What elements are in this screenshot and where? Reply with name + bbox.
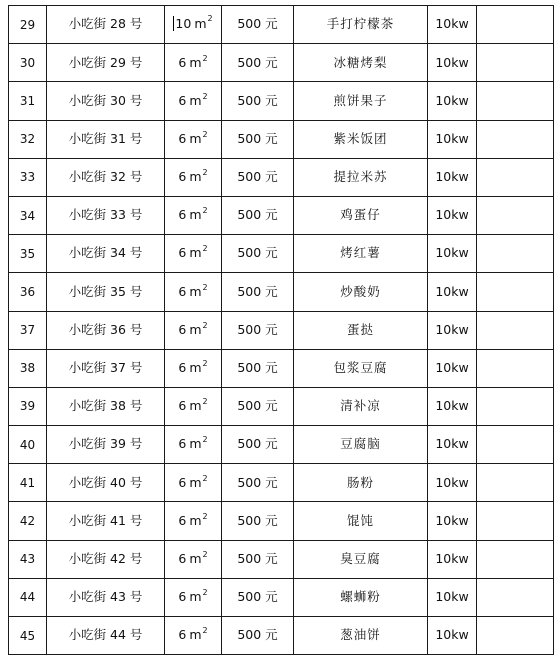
table-row	[9, 235, 554, 273]
power-cell[interactable]: 10kw	[428, 387, 477, 425]
food-item-cell[interactable]: 炒酸奶	[294, 273, 428, 311]
stall-name-cell[interactable]: 小吃街 32 号	[47, 158, 165, 196]
area-cell[interactable]	[165, 44, 222, 82]
stall-name-cell[interactable]: 小吃街 40 号	[47, 464, 165, 502]
area-value: 6	[178, 92, 187, 108]
table-row	[9, 502, 554, 540]
row-number-cell[interactable]: 40	[9, 426, 47, 464]
food-item-cell[interactable]: 臭豆腐	[294, 540, 428, 578]
rent-cell[interactable]: 500 元	[222, 120, 294, 158]
table-row	[9, 196, 554, 234]
stall-name-cell[interactable]: 小吃街 42 号	[47, 540, 165, 578]
area-unit: m	[189, 54, 202, 70]
area-cell[interactable]	[165, 6, 222, 44]
table-row	[9, 464, 554, 502]
area-value: 6	[178, 512, 187, 528]
row-number-cell[interactable]: 42	[9, 502, 47, 540]
food-item-cell[interactable]: 烤红薯	[294, 235, 428, 273]
table-row	[9, 44, 554, 82]
area-unit-exponent: 2	[202, 282, 208, 292]
area-unit-exponent: 2	[202, 244, 208, 254]
area-unit: m	[194, 16, 207, 32]
area-unit-exponent: 2	[202, 511, 208, 521]
area-value: 6	[178, 130, 187, 146]
power-cell[interactable]: 10kw	[428, 6, 477, 44]
area-unit-exponent: 2	[202, 397, 208, 407]
row-number-cell[interactable]: 39	[9, 387, 47, 425]
table-row	[9, 311, 554, 349]
rent-cell[interactable]: 500 元	[222, 617, 294, 655]
empty-cell[interactable]	[477, 578, 554, 616]
row-number-cell[interactable]: 32	[9, 120, 47, 158]
area-cell[interactable]	[165, 617, 222, 655]
row-number-cell[interactable]: 29	[9, 6, 47, 44]
stall-name-cell[interactable]: 小吃街 35 号	[47, 273, 165, 311]
power-cell[interactable]: 10kw	[428, 578, 477, 616]
food-item-cell[interactable]: 蛋挞	[294, 311, 428, 349]
empty-cell[interactable]	[477, 387, 554, 425]
area-unit: m	[189, 550, 202, 566]
area-value: 6	[178, 474, 187, 490]
stall-name-cell[interactable]: 小吃街 37 号	[47, 349, 165, 387]
food-item-cell[interactable]: 螺蛳粉	[294, 578, 428, 616]
empty-cell[interactable]	[477, 311, 554, 349]
area-unit-exponent: 2	[202, 91, 208, 101]
empty-cell[interactable]	[477, 158, 554, 196]
empty-cell[interactable]	[477, 617, 554, 655]
area-cell[interactable]	[165, 120, 222, 158]
area-value: 6	[178, 589, 187, 605]
area-cell[interactable]	[165, 311, 222, 349]
row-number-cell[interactable]: 38	[9, 349, 47, 387]
row-number-cell[interactable]: 45	[9, 617, 47, 655]
rent-cell[interactable]: 500 元	[222, 273, 294, 311]
area-value: 6	[178, 360, 187, 376]
area-cell[interactable]	[165, 502, 222, 540]
row-number-cell[interactable]: 43	[9, 540, 47, 578]
stall-name-cell[interactable]: 小吃街 28 号	[47, 6, 165, 44]
food-item-cell[interactable]: 煎饼果子	[294, 82, 428, 120]
area-cell[interactable]	[165, 273, 222, 311]
row-number-cell[interactable]: 44	[9, 578, 47, 616]
area-value: 6	[178, 245, 187, 261]
row-number-cell[interactable]: 33	[9, 158, 47, 196]
area-value: 6	[178, 283, 187, 299]
food-item-cell[interactable]: 包浆豆腐	[294, 349, 428, 387]
area-cell[interactable]	[165, 349, 222, 387]
area-value: 10	[175, 16, 192, 32]
area-cell[interactable]	[165, 387, 222, 425]
stall-name-cell[interactable]: 小吃街 30 号	[47, 82, 165, 120]
area-value: 6	[178, 321, 187, 337]
area-unit-exponent: 2	[202, 206, 208, 216]
table-row	[9, 120, 554, 158]
area-value: 6	[178, 436, 187, 452]
table-row	[9, 82, 554, 120]
area-cell[interactable]	[165, 82, 222, 120]
table-row	[9, 6, 554, 44]
row-number-cell[interactable]: 36	[9, 273, 47, 311]
area-cell[interactable]	[165, 158, 222, 196]
row-number-cell[interactable]: 35	[9, 235, 47, 273]
rent-cell[interactable]: 500 元	[222, 387, 294, 425]
food-item-cell[interactable]: 清补凉	[294, 387, 428, 425]
stall-name-cell[interactable]: 小吃街 44 号	[47, 617, 165, 655]
area-cell[interactable]	[165, 426, 222, 464]
rent-cell[interactable]: 500 元	[222, 158, 294, 196]
empty-cell[interactable]	[477, 502, 554, 540]
area-unit: m	[189, 169, 202, 185]
empty-cell[interactable]	[477, 464, 554, 502]
rent-cell[interactable]: 500 元	[222, 6, 294, 44]
area-unit: m	[189, 92, 202, 108]
text-cursor	[173, 16, 174, 31]
table-row	[9, 540, 554, 578]
area-unit: m	[189, 474, 202, 490]
area-unit: m	[189, 512, 202, 528]
area-cell[interactable]	[165, 464, 222, 502]
area-unit: m	[189, 245, 202, 261]
stall-name-cell[interactable]: 小吃街 41 号	[47, 502, 165, 540]
area-unit-exponent: 2	[202, 320, 208, 330]
area-unit-exponent: 2	[202, 626, 208, 636]
stall-name-cell[interactable]: 小吃街 29 号	[47, 44, 165, 82]
area-unit-exponent: 2	[202, 549, 208, 559]
table-row	[9, 158, 554, 196]
table-row	[9, 273, 554, 311]
row-number-cell[interactable]: 41	[9, 464, 47, 502]
food-item-cell[interactable]: 紫米饭团	[294, 120, 428, 158]
area-unit: m	[189, 283, 202, 299]
rent-cell[interactable]: 500 元	[222, 196, 294, 234]
area-unit-exponent: 2	[202, 588, 208, 598]
table-row	[9, 349, 554, 387]
area-unit: m	[189, 360, 202, 376]
rent-cell[interactable]: 500 元	[222, 44, 294, 82]
rent-cell[interactable]: 500 元	[222, 578, 294, 616]
empty-cell[interactable]	[477, 82, 554, 120]
food-item-cell[interactable]: 肠粉	[294, 464, 428, 502]
rent-cell[interactable]: 500 元	[222, 82, 294, 120]
area-value: 6	[178, 398, 187, 414]
area-cell[interactable]	[165, 578, 222, 616]
area-unit: m	[189, 436, 202, 452]
table-row	[9, 578, 554, 616]
power-cell[interactable]: 10kw	[428, 311, 477, 349]
area-cell[interactable]	[165, 540, 222, 578]
area-unit-exponent: 2	[202, 473, 208, 483]
food-item-cell[interactable]: 馄饨	[294, 502, 428, 540]
rent-cell[interactable]: 500 元	[222, 235, 294, 273]
food-item-cell[interactable]: 葱油饼	[294, 617, 428, 655]
area-unit-exponent: 2	[202, 359, 208, 369]
area-unit: m	[189, 398, 202, 414]
table-row	[9, 617, 554, 655]
row-number-cell[interactable]: 34	[9, 196, 47, 234]
row-number-cell[interactable]: 31	[9, 82, 47, 120]
area-value: 6	[178, 54, 187, 70]
power-cell[interactable]: 10kw	[428, 502, 477, 540]
stall-name-cell[interactable]: 小吃街 34 号	[47, 235, 165, 273]
area-unit: m	[189, 321, 202, 337]
area-unit-exponent: 2	[202, 168, 208, 178]
rent-cell[interactable]: 500 元	[222, 349, 294, 387]
stall-table	[8, 5, 554, 655]
area-value: 6	[178, 550, 187, 566]
rent-cell[interactable]: 500 元	[222, 502, 294, 540]
row-number-cell[interactable]: 37	[9, 311, 47, 349]
empty-cell[interactable]	[477, 196, 554, 234]
power-cell[interactable]: 10kw	[428, 617, 477, 655]
power-cell[interactable]: 10kw	[428, 158, 477, 196]
food-item-cell[interactable]: 提拉米苏	[294, 158, 428, 196]
food-item-cell[interactable]: 鸡蛋仔	[294, 196, 428, 234]
area-unit-exponent: 2	[202, 53, 208, 63]
area-value: 6	[178, 207, 187, 223]
food-item-cell[interactable]: 手打柠檬茶	[294, 6, 428, 44]
empty-cell[interactable]	[477, 6, 554, 44]
area-unit: m	[189, 130, 202, 146]
stall-name-cell[interactable]: 小吃街 31 号	[47, 120, 165, 158]
area-unit-exponent: 2	[202, 129, 208, 139]
stall-name-cell[interactable]: 小吃街 36 号	[47, 311, 165, 349]
empty-cell[interactable]	[477, 235, 554, 273]
stall-name-cell[interactable]: 小吃街 33 号	[47, 196, 165, 234]
row-number-cell[interactable]: 30	[9, 44, 47, 82]
power-cell[interactable]: 10kw	[428, 196, 477, 234]
area-cell[interactable]	[165, 196, 222, 234]
empty-cell[interactable]	[477, 120, 554, 158]
area-unit: m	[189, 207, 202, 223]
food-item-cell[interactable]: 冰糖烤梨	[294, 44, 428, 82]
area-unit: m	[189, 627, 202, 643]
stall-name-cell[interactable]: 小吃街 38 号	[47, 387, 165, 425]
power-cell[interactable]: 10kw	[428, 426, 477, 464]
power-cell[interactable]: 10kw	[428, 235, 477, 273]
stall-table-body	[9, 6, 554, 655]
rent-cell[interactable]: 500 元	[222, 464, 294, 502]
power-cell[interactable]: 10kw	[428, 82, 477, 120]
rent-cell[interactable]: 500 元	[222, 426, 294, 464]
power-cell[interactable]: 10kw	[428, 44, 477, 82]
power-cell[interactable]: 10kw	[428, 349, 477, 387]
area-unit-exponent: 2	[207, 14, 213, 24]
power-cell[interactable]: 10kw	[428, 540, 477, 578]
area-value: 6	[178, 627, 187, 643]
rent-cell[interactable]: 500 元	[222, 311, 294, 349]
food-item-cell[interactable]: 豆腐脑	[294, 426, 428, 464]
area-unit-exponent: 2	[202, 435, 208, 445]
empty-cell[interactable]	[477, 273, 554, 311]
area-cell[interactable]	[165, 235, 222, 273]
table-row	[9, 426, 554, 464]
empty-cell[interactable]	[477, 426, 554, 464]
empty-cell[interactable]	[477, 44, 554, 82]
power-cell[interactable]: 10kw	[428, 273, 477, 311]
stall-name-cell[interactable]: 小吃街 39 号	[47, 426, 165, 464]
empty-cell[interactable]	[477, 349, 554, 387]
power-cell[interactable]: 10kw	[428, 464, 477, 502]
rent-cell[interactable]: 500 元	[222, 540, 294, 578]
area-unit: m	[189, 589, 202, 605]
power-cell[interactable]: 10kw	[428, 120, 477, 158]
area-value: 6	[178, 169, 187, 185]
empty-cell[interactable]	[477, 540, 554, 578]
table-row	[9, 387, 554, 425]
stall-name-cell[interactable]: 小吃街 43 号	[47, 578, 165, 616]
